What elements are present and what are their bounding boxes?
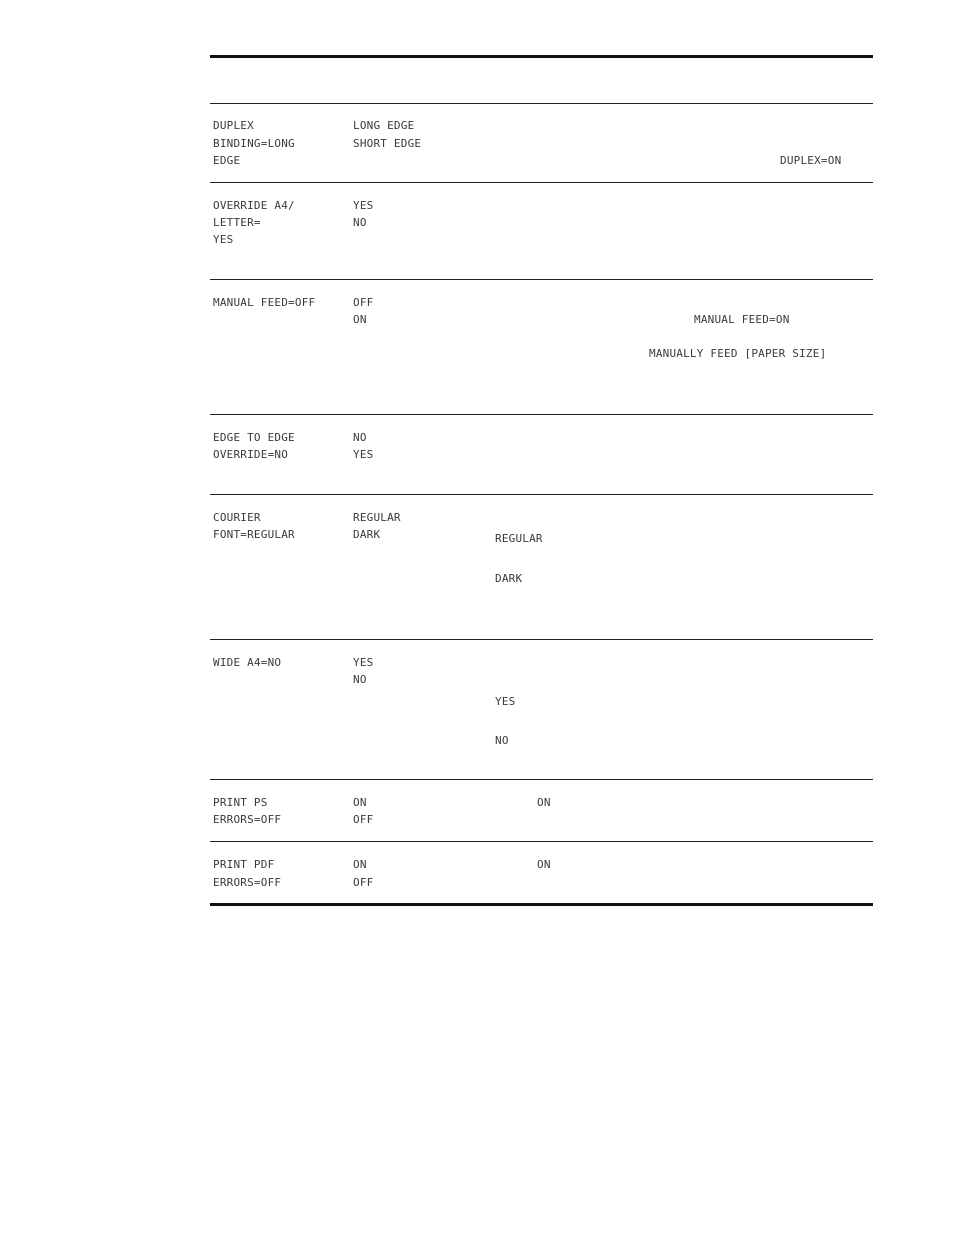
menu-item-value: SHORT EDGE <box>353 137 422 150</box>
menu-item-value: OFF <box>353 296 374 309</box>
menu-item-name: PRINT PDF <box>213 858 275 871</box>
menu-item-name: COURIER <box>213 511 261 524</box>
row-divider <box>210 182 873 183</box>
menu-item-name: YES <box>213 233 234 246</box>
menu-item-value: NO <box>353 431 367 444</box>
description-text: REGULAR <box>495 532 543 545</box>
menu-item-value: ON <box>353 313 367 326</box>
description-text: MANUALLY FEED [PAPER SIZE] <box>649 347 827 360</box>
row-divider <box>210 639 873 640</box>
menu-item-value: ON <box>353 858 367 871</box>
menu-item-value: YES <box>353 656 374 669</box>
description-text: YES <box>495 695 516 708</box>
description-text: DARK <box>495 572 523 585</box>
menu-item-name: MANUAL FEED=OFF <box>213 296 316 309</box>
row-divider <box>210 779 873 780</box>
table-bottom-rule <box>210 903 873 906</box>
row-divider <box>210 279 873 280</box>
table-top-rule <box>210 55 873 58</box>
description-text: DUPLEX=ON <box>780 154 842 167</box>
menu-item-name: WIDE A4=NO <box>213 656 282 669</box>
menu-item-value: YES <box>353 199 374 212</box>
menu-item-name: PRINT PS <box>213 796 268 809</box>
menu-item-value: DARK <box>353 528 381 541</box>
menu-item-name: FONT=REGULAR <box>213 528 295 541</box>
menu-item-name: EDGE TO EDGE <box>213 431 295 444</box>
menu-item-name: EDGE <box>213 154 241 167</box>
menu-item-name: OVERRIDE=NO <box>213 448 289 461</box>
menu-item-value: LONG EDGE <box>353 119 415 132</box>
row-divider <box>210 841 873 842</box>
menu-item-value: YES <box>353 448 374 461</box>
menu-item-name: ERRORS=OFF <box>213 813 282 826</box>
menu-item-value: NO <box>353 216 367 229</box>
menu-item-value: ON <box>353 796 367 809</box>
menu-item-value: NO <box>353 673 367 686</box>
menu-item-name: LETTER= <box>213 216 261 229</box>
menu-item-value: OFF <box>353 813 374 826</box>
row-divider <box>210 494 873 495</box>
menu-item-name: DUPLEX <box>213 119 254 132</box>
menu-item-name: OVERRIDE A4/ <box>213 199 295 212</box>
row-divider <box>210 103 873 104</box>
description-text: ON <box>537 858 551 871</box>
menu-item-value: REGULAR <box>353 511 401 524</box>
description-text: ON <box>537 796 551 809</box>
menu-item-name: BINDING=LONG <box>213 137 295 150</box>
menu-item-value: OFF <box>353 876 374 889</box>
description-text: MANUAL FEED=ON <box>694 313 790 326</box>
description-text: NO <box>495 734 509 747</box>
menu-item-name: ERRORS=OFF <box>213 876 282 889</box>
row-divider <box>210 414 873 415</box>
